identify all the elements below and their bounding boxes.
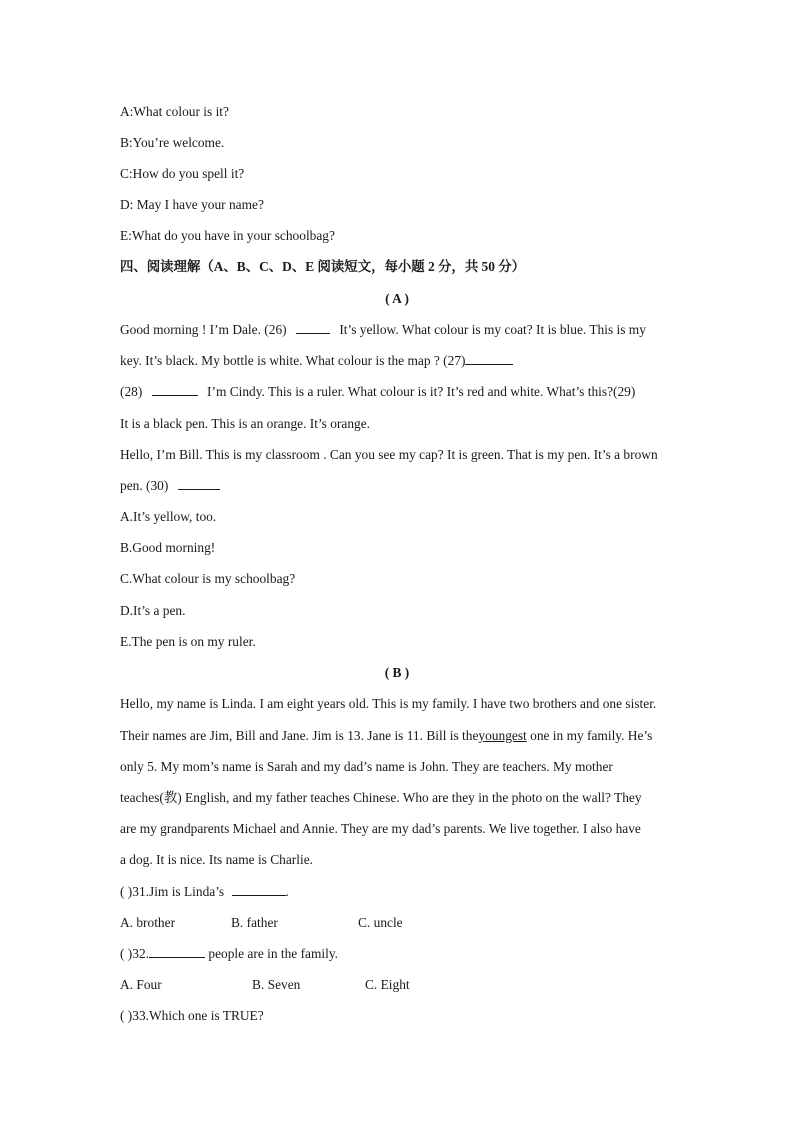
passage-text: one in my family. He’s xyxy=(530,728,653,743)
option-e: E:What do you have in your schoolbag? xyxy=(120,228,335,243)
answer-blank-27[interactable] xyxy=(465,352,513,365)
option-d: D: May I have your name? xyxy=(120,197,264,212)
answer-blank-32[interactable] xyxy=(149,945,205,958)
option-b: B:You’re welcome. xyxy=(120,135,225,150)
passage-b-line: only 5. My mom’s name is Sarah and my dad’s name is John. They are teachers. My mother xyxy=(120,759,613,774)
passage-a-option: A.It’s yellow, too. xyxy=(120,509,217,524)
passage-text: It’s yellow. What colour is my coat? It is blue. This is my xyxy=(339,322,646,337)
passage-b-line: are my grandparents Michael and Annie. They are my dad’s parents. We live together. I also have xyxy=(120,821,641,836)
passage-a-line: Hello, I’m Bill. This is my classroom . Can you see my cap? It is green. That is my pen. It’s a brown xyxy=(120,447,658,462)
question-stem-end: people are in the family. xyxy=(208,946,339,961)
answer-blank-30[interactable] xyxy=(178,477,220,490)
passage-a-line xyxy=(120,321,674,339)
passage-text: (28) xyxy=(120,384,143,399)
passage-a-line xyxy=(120,477,674,495)
passage-text: Good morning ! I’m Dale. (26) xyxy=(120,322,287,337)
passage-a-title: ( A ) xyxy=(385,291,409,306)
underlined-word: youngest xyxy=(478,728,527,743)
passage-a-option: B.Good morning! xyxy=(120,540,216,555)
passage-b-line: a dog. It is nice. Its name is Charlie. xyxy=(120,852,314,867)
passage-text: I’m Cindy. This is a ruler. What colour is it? It’s red and white. What’s this?(29) xyxy=(207,384,636,399)
question-stem: ( )31.Jim is Linda’s xyxy=(120,884,225,899)
passage-a-line: It is a black pen. This is an orange. It’s orange. xyxy=(120,416,371,431)
choice-c[interactable]: C. Eight xyxy=(365,977,410,992)
passage-a-option: E.The pen is on my ruler. xyxy=(120,634,256,649)
passage-b-line: teaches(教) English, and my father teaches Chinese. Who are they in the photo on the wall? They xyxy=(120,790,642,805)
choice-c[interactable]: C. uncle xyxy=(358,915,403,930)
passage-b-title: ( B ) xyxy=(384,665,410,680)
choice-a[interactable]: A. brother xyxy=(120,915,176,930)
question-31 xyxy=(120,883,674,901)
answer-blank-26[interactable] xyxy=(296,321,330,334)
passage-text: pen. (30) xyxy=(120,478,169,493)
choice-b[interactable]: B. father xyxy=(231,915,278,930)
answer-blank-28[interactable] xyxy=(152,383,198,396)
option-c: C:How do you spell it? xyxy=(120,166,245,181)
section-heading: 四、阅读理解（A、B、C、D、E 阅读短文，每小题 2 分，共 50 分） xyxy=(120,259,526,274)
passage-b-line: Hello, my name is Linda. I am eight years old. This is my family. I have two brothers and one sister. xyxy=(120,696,657,711)
passage-a-option: D.It’s a pen. xyxy=(120,603,186,618)
question-stem-end: . xyxy=(285,884,289,899)
choice-b[interactable]: B. Seven xyxy=(252,977,301,992)
passage-text: Their names are Jim, Bill and Jane. Jim is 13. Jane is 11. Bill is the xyxy=(120,728,479,743)
choice-a[interactable]: A. Four xyxy=(120,977,162,992)
option-a: A:What colour is it? xyxy=(120,104,229,119)
passage-b-line xyxy=(120,727,674,745)
question-32 xyxy=(120,945,674,963)
question-stem: ( )32. xyxy=(120,946,150,961)
passage-text: key. It’s black. My bottle is white. What colour is the map ? (27) xyxy=(120,353,466,368)
answer-blank-31[interactable] xyxy=(232,883,286,896)
passage-a-line xyxy=(120,352,674,370)
passage-a-line xyxy=(120,383,674,401)
passage-a-option: C.What colour is my schoolbag? xyxy=(120,571,296,586)
question-33: ( )33.Which one is TRUE? xyxy=(120,1008,264,1023)
